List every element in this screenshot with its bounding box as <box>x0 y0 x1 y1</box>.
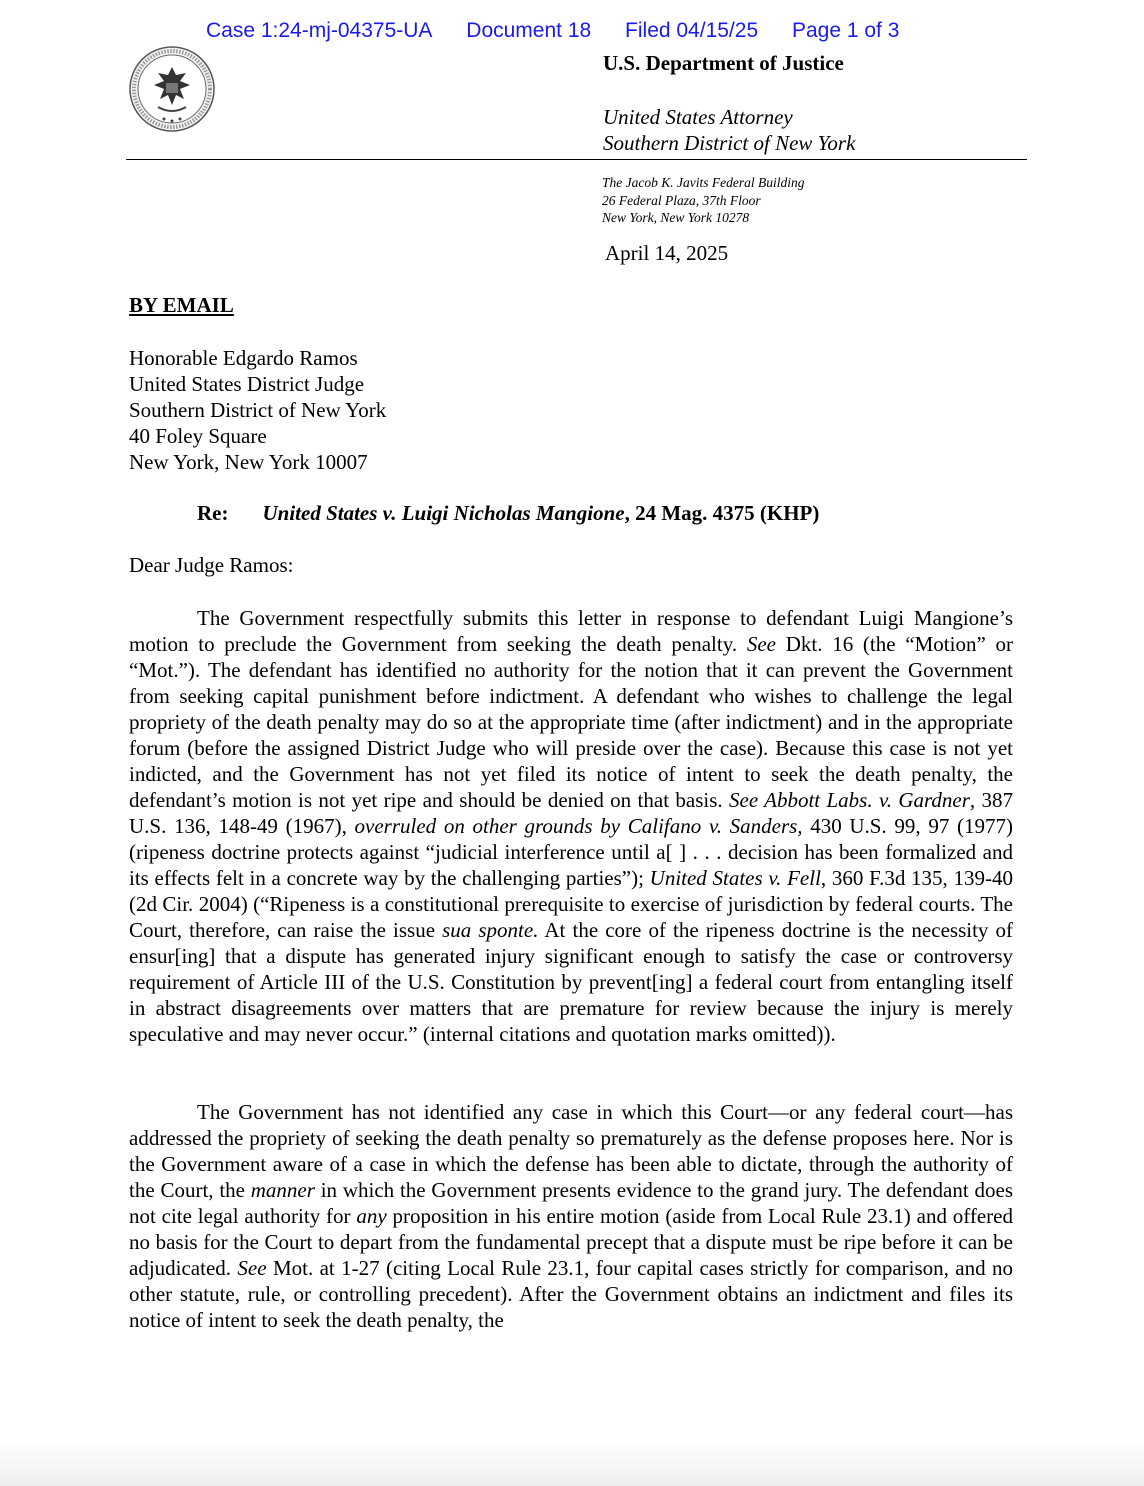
filed-date: Filed 04/15/25 <box>625 19 759 42</box>
department-name: U.S. Department of Justice <box>603 51 844 75</box>
body-paragraph-2 <box>129 1099 1013 1333</box>
addressee-line: 40 Foley Square <box>129 424 267 448</box>
letter-date: April 14, 2025 <box>605 241 729 265</box>
address-line: 26 Federal Plaza, 37th Floor <box>602 192 761 208</box>
ecf-header-stamp <box>206 19 927 43</box>
citation-italic: See Abbott Labs. v. Gardner <box>729 788 970 812</box>
office-name <box>603 104 855 156</box>
addressee-line: New York, New York 10007 <box>129 450 368 474</box>
page-bottom-edge <box>0 1440 1144 1486</box>
address-line: The Jacob K. Javits Federal Building <box>602 175 805 190</box>
paragraph-text: , 360 F.3d 135, 139-40 (2d Cir. 2004) (“Ripeness is a constitutional prerequisite to exercise of jurisdiction by federal courts. The Court, therefore, can raise the issue <box>129 866 1013 942</box>
addressee-line: United States District Judge <box>129 372 365 396</box>
citation-italic: See <box>746 632 776 656</box>
addressee-line: Honorable Edgardo Ramos <box>129 346 358 370</box>
paragraph-text: The Government has not identified any case in which this Court—or any federal court—has addressed the propriety of seeking the death penalty so prematurely as the defense proposes here. Nor is the Government aware of a case in which the defense has been able to dictate, through the authority of the Court, the <box>129 1100 1013 1202</box>
delivery-method: BY EMAIL <box>129 293 234 317</box>
document-number: Document 18 <box>466 19 592 42</box>
salutation: Dear Judge Ramos: <box>129 553 294 577</box>
citation-italic: any <box>356 1204 387 1228</box>
paragraph-text: , 387 U.S. 136, 148-49 (1967), <box>129 788 1014 838</box>
citation-italic: See <box>237 1256 267 1280</box>
re-line <box>197 501 819 526</box>
paragraph-text: At the core of the ripeness doctrine is the necessity of ensur[ing] that a dispute has generated injury significant enough to satisfy the case or controversy requirement of Article III of the U.S. Constitution by prevent[ing] a federal court from entangling itself in abstract disagreements over matters that are premature for review because the injury is merely speculative and may never occur.” (internal citations and quotation marks omitted)). <box>129 918 1013 1046</box>
office-line: United States Attorney <box>603 105 793 129</box>
case-number: Case 1:24-mj-04375-UA <box>206 19 433 42</box>
address-line: New York, New York 10278 <box>602 210 750 225</box>
paragraph-text: The Government respectfully submits this letter in response to defendant Luigi Mangione’s motion to preclude the Government from seeking the death penalty. <box>129 606 1013 656</box>
paragraph-text: Dkt. 16 (the “Motion” or “Mot.”). The defendant has identified no authority for the notion that it can prevent the Government from seeking capital punishment before indictment. A defendant who wishes to challenge the legal propriety of the death penalty may do so at the appropriate time (after indictment) and in the appropriate forum (before the assigned District Judge who will preside over the case). Because this case is not yet indicted, and the Government has not yet filed its notice of intent to seek the death penalty, the defendant’s motion is not yet ripe and should be denied on that basis. <box>129 632 1013 812</box>
doj-seal-icon <box>128 45 216 133</box>
addressee-line: Southern District of New York <box>129 398 387 422</box>
letterhead <box>603 51 855 156</box>
citation-italic: United States v. Fell <box>649 866 821 890</box>
letterhead-divider <box>126 159 1027 160</box>
citation-italic: manner <box>250 1178 315 1202</box>
office-line: Southern District of New York <box>603 131 856 155</box>
re-label: Re: <box>197 501 229 525</box>
addressee-block <box>129 345 386 475</box>
paragraph-text: in which the Government presents evidence to the grand jury. The defendant does not cite legal authority for <box>129 1178 1013 1228</box>
paragraph-text: 430 U.S. 99, 97 (1977) (ripeness doctrine protects against “judicial interference until a[ ] . . . decision has been formalized and its effects felt in a concrete way by the challenging parties”); <box>129 814 1013 890</box>
paragraph-text: proposition in his entire motion (aside from Local Rule 23.1) and offered no basis for the Court to depart from the fundamental precept that a dispute must be ripe before it can be adjudicated. <box>129 1204 1013 1280</box>
citation-italic: sua sponte. <box>442 918 539 942</box>
page-count: Page 1 of 3 <box>791 19 900 42</box>
case-caption: United States v. Luigi Nicholas Mangione <box>262 501 625 525</box>
citation-italic: overruled on other grounds by Califano v. Sanders, <box>354 814 803 838</box>
paragraph-text: Mot. at 1-27 (citing Local Rule 23.1, four capital cases strictly for comparison, and no other statute, rule, or controlling precedent). After the Government obtains an indictment and files its notice of intent to seek the death penalty, the <box>129 1256 1013 1332</box>
case-docket: , 24 Mag. 4375 (KHP) <box>624 501 820 525</box>
body-paragraph-1 <box>129 605 1013 1047</box>
office-address <box>602 174 804 227</box>
